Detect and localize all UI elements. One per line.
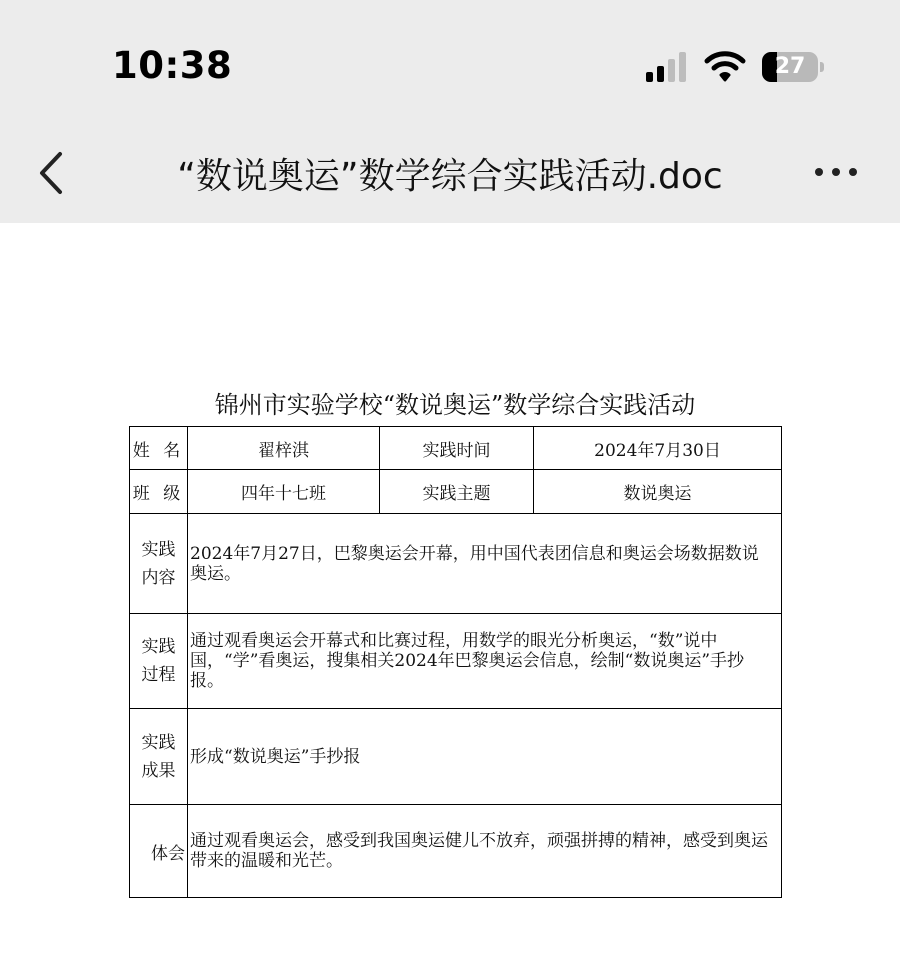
section-label xyxy=(130,709,188,805)
time-label: 实践时间 xyxy=(380,427,534,470)
table-row xyxy=(130,614,782,709)
battery-level: 27 xyxy=(774,54,806,79)
practice-content-text: 2024年7月27日，巴黎奥运会开幕，用中国代表团信息和奥运会场数据数说奥运。 xyxy=(188,514,782,614)
class-value: 四年十七班 xyxy=(188,470,380,514)
section-label-line: 内容 xyxy=(141,567,176,588)
section-label-line: 成果 xyxy=(141,760,176,781)
document-heading: 锦州市实验学校“数说奥运”数学综合实践活动 xyxy=(214,391,696,419)
reflection-text: 通过观看奥运会，感受到我国奥运健儿不放弃，顽强拼搏的精神，感受到奥运带来的温暖和光芒。 xyxy=(188,805,782,898)
table-row xyxy=(130,427,782,470)
battery-icon xyxy=(762,52,824,82)
table-row xyxy=(130,805,782,898)
table-row xyxy=(130,470,782,514)
section-label-line: 过程 xyxy=(141,665,176,685)
battery-body xyxy=(762,52,818,82)
top-bar xyxy=(0,0,900,223)
cellular-signal-icon xyxy=(646,52,690,82)
chevron-left-icon[interactable] xyxy=(34,150,68,196)
time-value: 2024年7月30日 xyxy=(534,427,782,470)
table-row xyxy=(130,709,782,805)
battery-cap xyxy=(820,62,824,72)
section-label-line: 实践 xyxy=(141,732,176,753)
ellipsis-icon[interactable] xyxy=(812,160,860,184)
theme-label: 实践主题 xyxy=(380,470,534,514)
document-title: “数说奥运”数学综合实践活动.doc xyxy=(177,156,723,197)
table-row xyxy=(130,514,782,614)
theme-value: 数说奥运 xyxy=(534,470,782,514)
section-label xyxy=(130,614,188,709)
status-time: 10:38 xyxy=(112,44,233,87)
reflection-label: 体会 xyxy=(130,805,188,898)
class-label: 班 级 xyxy=(130,470,188,514)
section-label-line: 实践 xyxy=(141,539,176,560)
practice-result-text: 形成“数说奥运”手抄报 xyxy=(188,709,782,805)
section-label xyxy=(130,514,188,614)
name-label: 姓 名 xyxy=(130,427,188,470)
practice-process-text: 通过观看奥运会开幕式和比赛过程，用数学的眼光分析奥运，“数”说中国，“学”看奥运，搜集相关2024年巴黎奥运会信息，绘制“数说奥运”手抄报。 xyxy=(188,614,782,709)
section-label-line: 实践 xyxy=(141,637,176,657)
name-value: 翟梓淇 xyxy=(188,427,380,470)
wifi-icon xyxy=(704,50,746,82)
activity-form-table xyxy=(129,426,782,898)
